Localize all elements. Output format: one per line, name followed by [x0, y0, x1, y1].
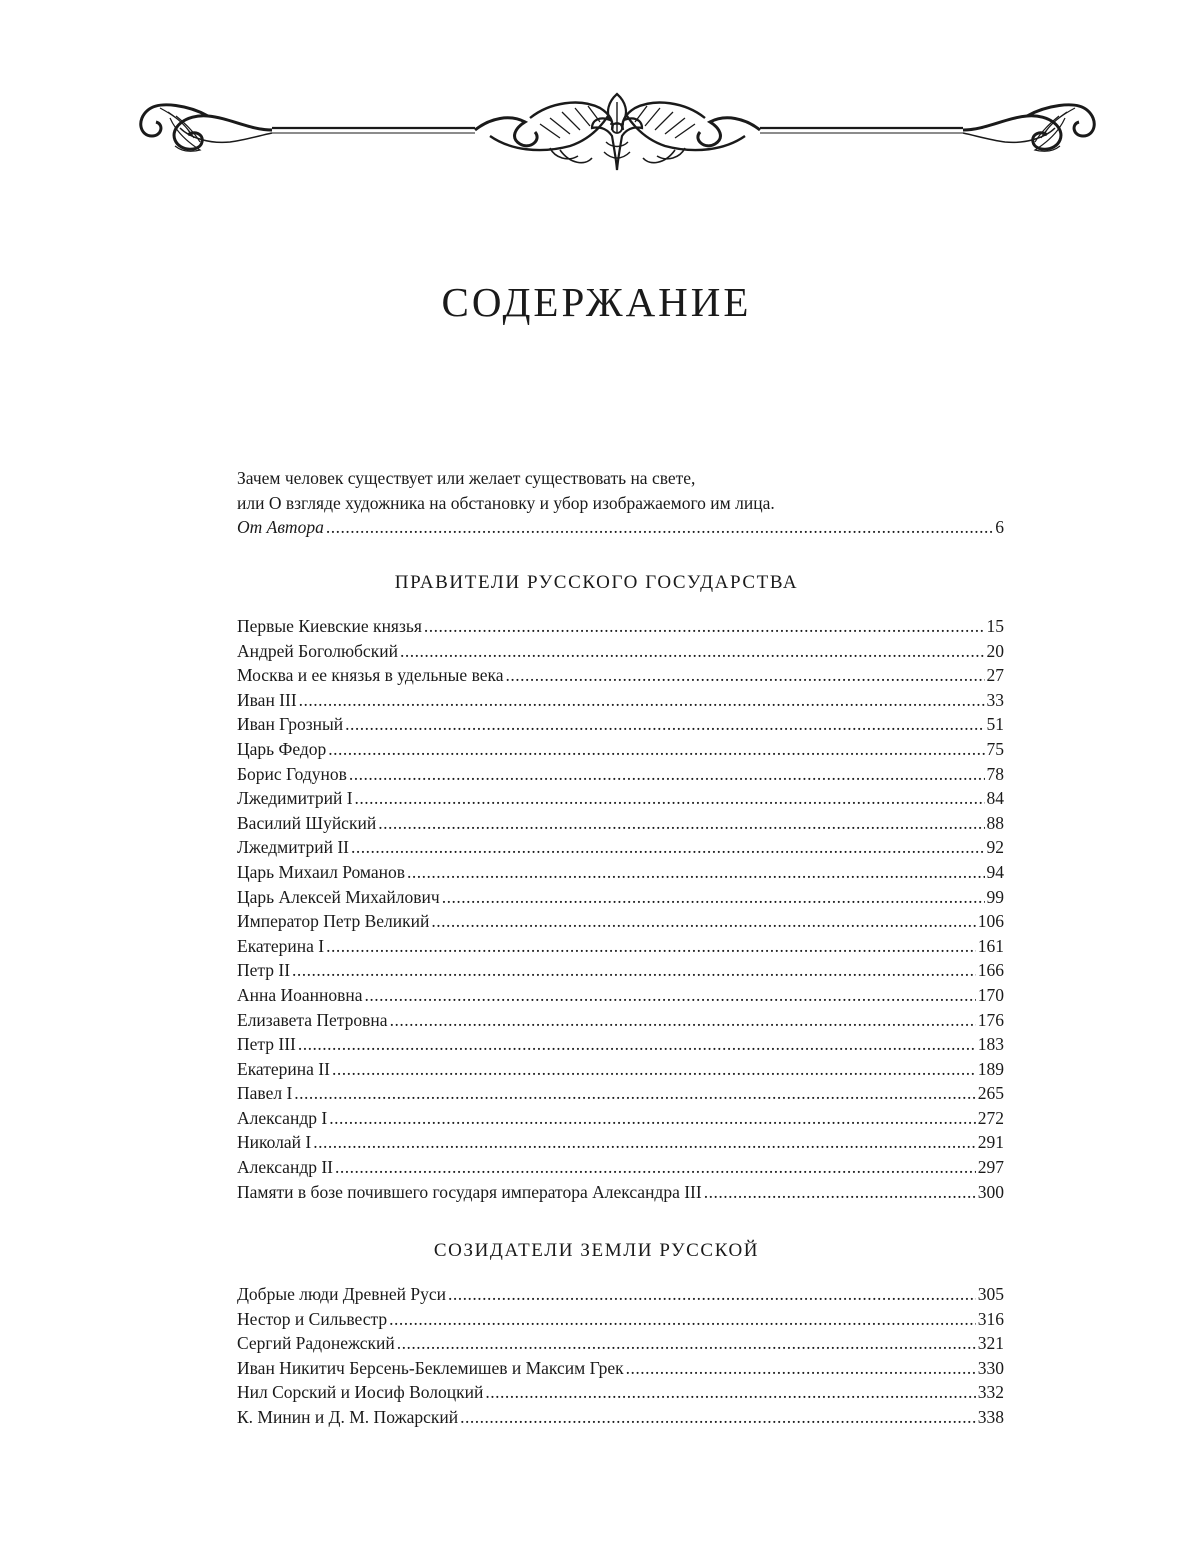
toc-entry-page: 15: [986, 616, 1004, 636]
dot-leader: [407, 860, 984, 885]
toc-entry-title: Император Петр Великий: [237, 911, 430, 932]
toc-entry-title: Царь Федор: [237, 738, 327, 759]
dot-leader: [626, 1356, 976, 1381]
toc-entry[interactable]: [237, 1057, 1004, 1082]
toc-entry[interactable]: [237, 663, 1004, 688]
toc-entry-author[interactable]: [237, 515, 1004, 540]
toc-entry-page: 166: [977, 960, 1004, 981]
toc-entry[interactable]: [237, 885, 1004, 910]
dot-leader: [448, 1282, 976, 1307]
dot-leader: [313, 1130, 976, 1155]
dot-leader: [326, 934, 976, 959]
toc-entry-page: 176: [977, 1009, 1004, 1030]
toc-entry-page: 99: [986, 886, 1004, 907]
toc-entry-title: От Автора: [237, 517, 324, 538]
toc-entry[interactable]: [237, 1282, 1004, 1307]
toc-entry[interactable]: [237, 909, 1004, 934]
toc-entry-title: Первые Киевские князья: [237, 616, 422, 636]
dot-leader: [431, 909, 975, 934]
toc-entry-page: 75: [986, 738, 1004, 759]
toc-entry-title: Андрей Боголюбский: [237, 640, 398, 661]
dot-leader: [328, 737, 984, 762]
toc-entry-title: Борис Годунов: [237, 763, 347, 784]
dot-leader: [299, 688, 985, 713]
toc-entry-page: 265: [977, 1083, 1004, 1104]
toc-entry-title: Царь Михаил Романов: [237, 861, 406, 882]
toc-entry[interactable]: [237, 860, 1004, 885]
toc-entry[interactable]: [237, 934, 1004, 959]
toc-entry-page: 305: [977, 1284, 1004, 1304]
toc-entry-title: Добрые люди Древней Руси: [237, 1284, 447, 1304]
toc-entry[interactable]: [237, 614, 1004, 639]
toc-entry-title: Нестор и Сильвестр: [237, 1308, 388, 1329]
section-heading: ПРАВИТЕЛИ РУССКОГО ГОСУДАРСТВА: [394, 572, 799, 593]
intro-line: или О взгляде художника на обстановку и убор изображаемого им лица.: [237, 492, 775, 513]
toc-entry-page: 272: [977, 1107, 1004, 1128]
dot-leader: [351, 835, 985, 860]
toc-entry-title: Екатерина II: [237, 1058, 330, 1079]
toc-entry-title: Александр I: [237, 1107, 328, 1128]
dot-leader: [389, 1307, 976, 1332]
page-title: СОДЕРЖАНИЕ: [441, 279, 752, 325]
toc-entry-page: 6: [995, 517, 1004, 538]
toc-entry[interactable]: [237, 1106, 1004, 1131]
dot-leader: [329, 1106, 976, 1131]
toc-entry-page: 94: [986, 861, 1004, 882]
toc-entry-title: Василий Шуйский: [237, 812, 377, 833]
dot-leader: [294, 1081, 975, 1106]
toc-list-creators: [237, 1282, 1004, 1430]
toc-entry[interactable]: [237, 1380, 1004, 1405]
toc-entry[interactable]: [237, 835, 1004, 860]
toc-entry[interactable]: [237, 688, 1004, 713]
toc-entry-title: Петр II: [237, 960, 291, 981]
toc-entry-page: 170: [977, 984, 1004, 1005]
toc-entry[interactable]: [237, 1180, 1004, 1205]
toc-entry-title: Петр III: [237, 1034, 296, 1055]
dot-leader: [400, 639, 985, 664]
dot-leader: [298, 1032, 976, 1057]
toc-entry-title: Александр II: [237, 1157, 334, 1178]
dot-leader: [485, 1380, 975, 1405]
toc-entry-title: Иван III: [237, 689, 297, 710]
toc-list-rulers: [237, 614, 1004, 1204]
toc-entry[interactable]: [237, 811, 1004, 836]
dot-leader: [292, 958, 976, 983]
toc-entry[interactable]: [237, 1155, 1004, 1180]
dot-leader: [506, 663, 985, 688]
toc-entry[interactable]: [237, 1405, 1004, 1430]
dot-leader: [345, 712, 984, 737]
dot-leader: [355, 786, 985, 811]
toc-entry[interactable]: [237, 1307, 1004, 1332]
toc-entry-page: 291: [977, 1132, 1004, 1153]
toc-entry[interactable]: [237, 958, 1004, 983]
toc-entry[interactable]: [237, 1008, 1004, 1033]
toc-entry-title: К. Минин и Д. М. Пожарский: [237, 1406, 459, 1427]
toc-entry-title: Москва и ее князья в удельные века: [237, 665, 504, 686]
toc-entry-page: 297: [977, 1157, 1004, 1178]
toc-entry-title: Памяти в бозе почившего государя императора Александра III: [237, 1181, 702, 1202]
dot-leader: [424, 614, 985, 639]
toc-entry-page: 78: [986, 763, 1004, 784]
toc-entry-page: 51: [986, 714, 1004, 735]
dot-leader: [390, 1008, 976, 1033]
toc-entry[interactable]: [237, 712, 1004, 737]
toc-entry-title: Павел I: [237, 1083, 293, 1104]
toc-entry-page: 183: [977, 1034, 1004, 1055]
toc-entry-page: 338: [977, 1406, 1004, 1427]
dot-leader: [378, 811, 984, 836]
dot-leader: [442, 885, 985, 910]
toc-entry-page: 33: [986, 689, 1004, 710]
toc-entry[interactable]: [237, 1032, 1004, 1057]
toc-entry-page: 20: [986, 640, 1004, 661]
toc-entry[interactable]: [237, 786, 1004, 811]
toc-entry-title: Царь Алексей Михайлович: [237, 886, 440, 907]
toc-entry-page: 321: [977, 1333, 1004, 1354]
section-heading: СОЗИДАТЕЛИ ЗЕМЛИ РУССКОЙ: [433, 1240, 760, 1261]
toc-entry[interactable]: [237, 1130, 1004, 1155]
toc-entry-title: Николай I: [237, 1132, 312, 1153]
toc-entry[interactable]: [237, 1081, 1004, 1106]
dot-leader: [326, 515, 993, 540]
toc-entry-page: 161: [977, 935, 1004, 956]
toc-entry-page: 106: [977, 911, 1004, 932]
dot-leader: [460, 1405, 976, 1430]
toc-entry[interactable]: [237, 983, 1004, 1008]
toc-entry-page: 84: [986, 788, 1004, 809]
toc-entry-title: Иван Грозный: [237, 714, 344, 735]
toc-entry-page: 332: [977, 1382, 1004, 1403]
toc-entry-page: 27: [986, 665, 1004, 686]
toc-entry-title: Анна Иоанновна: [237, 984, 363, 1005]
toc-entry-page: 316: [977, 1308, 1004, 1329]
dot-leader: [704, 1180, 976, 1205]
toc-entry-title: Екатерина I: [237, 935, 325, 956]
toc-entry[interactable]: [237, 1331, 1004, 1356]
dot-leader: [365, 983, 976, 1008]
dot-leader: [349, 762, 985, 787]
toc-entry-title: Лжедимитрий I: [237, 788, 353, 809]
toc-entry-page: 300: [977, 1181, 1004, 1202]
toc-entry[interactable]: [237, 1356, 1004, 1381]
toc-entry[interactable]: [237, 737, 1004, 762]
toc-entry-page: 92: [986, 837, 1004, 858]
toc-entry-page: 88: [986, 812, 1004, 833]
toc-entry-page: 189: [977, 1058, 1004, 1079]
toc-entry-title: Нил Сорский и Иосиф Волоцкий: [237, 1382, 484, 1403]
ornamental-header: [130, 88, 1105, 178]
toc-entry-title: Лжедмитрий II: [237, 837, 349, 858]
toc-entry-page: 330: [977, 1357, 1004, 1378]
intro-block: [237, 466, 1004, 540]
toc-entry-title: Иван Никитич Берсень-Беклемишев и Максим Грек: [237, 1357, 624, 1378]
toc-entry[interactable]: [237, 639, 1004, 664]
toc-entry-title: Елизавета Петровна: [237, 1009, 388, 1030]
dot-leader: [332, 1057, 976, 1082]
dot-leader: [335, 1155, 976, 1180]
toc-entry-title: Сергий Радонежский: [237, 1333, 395, 1354]
intro-line: Зачем человек существует или желает существовать на свете,: [237, 468, 696, 488]
toc-entry[interactable]: [237, 762, 1004, 787]
dot-leader: [397, 1331, 976, 1356]
